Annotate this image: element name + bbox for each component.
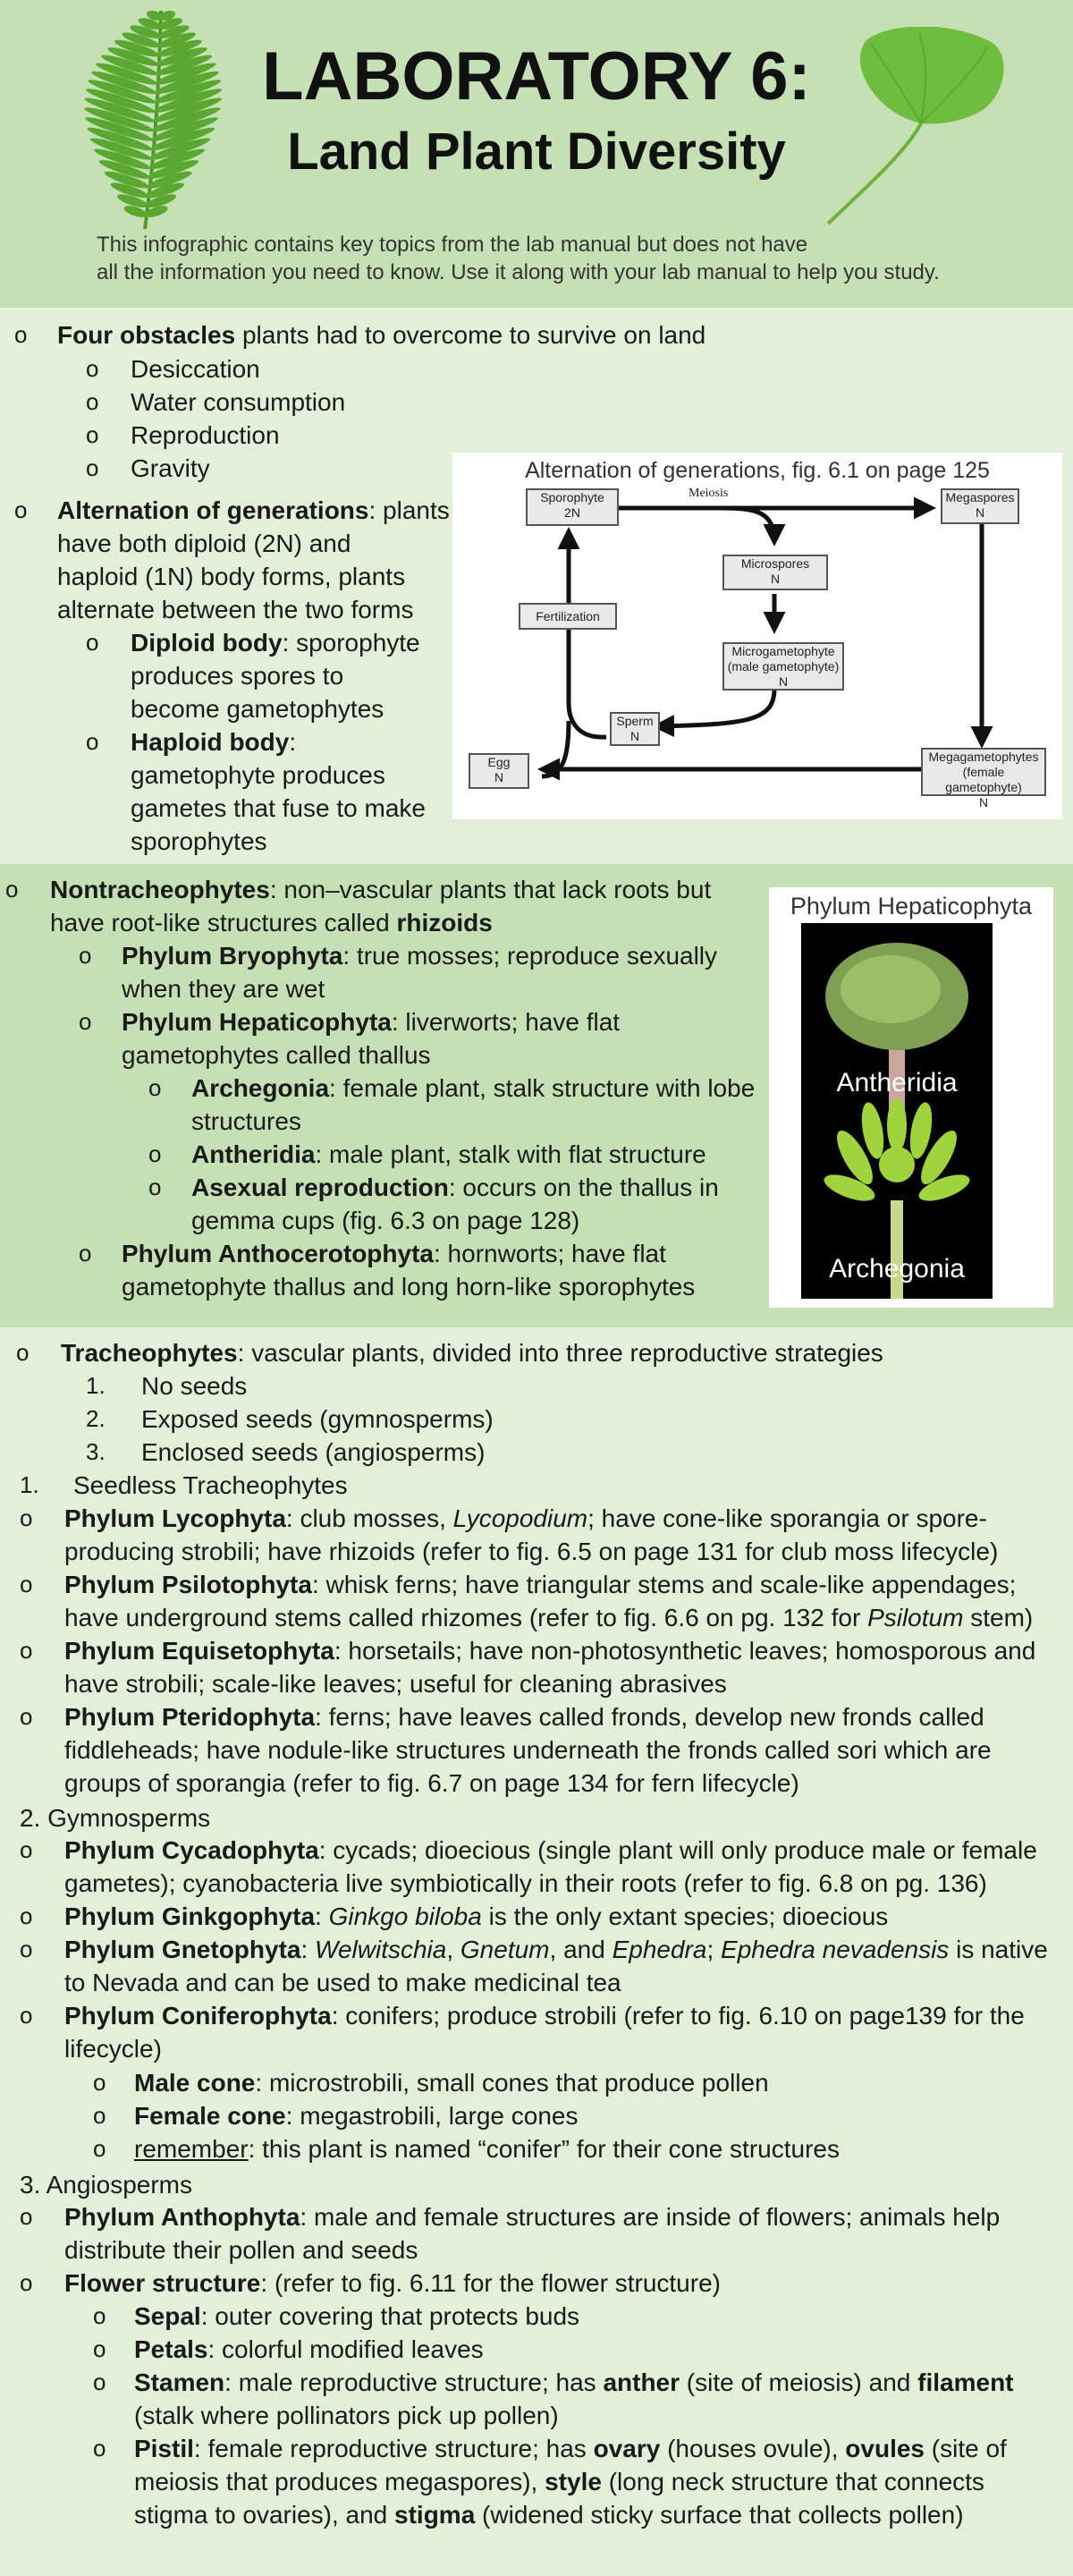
list-bullet: o bbox=[14, 321, 28, 348]
text-line bbox=[134, 2099, 578, 2132]
text-run: : conifers; produce strobili (refer to fig. 6.10 on page139 for the bbox=[331, 2002, 1025, 2029]
page-subtitle: Land Plant Diversity bbox=[287, 123, 786, 181]
text-run: to Nevada and can be used to make medicinal tea bbox=[64, 1969, 621, 1996]
list-bullet: o bbox=[93, 2335, 106, 2362]
node-ploidy: N bbox=[975, 505, 985, 520]
text-run: : ferns; have leaves called fronds, develop new fronds called bbox=[315, 1703, 984, 1731]
text-run: have root-like structures called bbox=[50, 909, 397, 936]
list-bullet: o bbox=[20, 1936, 33, 1962]
list-bullet: o bbox=[79, 942, 92, 969]
list-bullet: o bbox=[93, 2435, 106, 2462]
text-line bbox=[131, 352, 260, 386]
text-line bbox=[122, 1237, 666, 1270]
text-run: ovules bbox=[845, 2435, 925, 2462]
text-line bbox=[134, 2132, 840, 2165]
node-ploidy: N bbox=[494, 770, 504, 784]
intro-line: This infographic contains key topics from the lab manual but does not have bbox=[97, 233, 808, 257]
text-run: filament bbox=[917, 2368, 1014, 2396]
text-run: Phylum Lycophyta bbox=[64, 1504, 286, 1532]
list-bullet: o bbox=[14, 496, 28, 523]
text-run: Asexual reproduction bbox=[191, 1174, 449, 1201]
text-run: Enclosed seeds (angiosperms) bbox=[141, 1438, 486, 1466]
meiosis-label: Meiosis bbox=[689, 487, 729, 500]
text-run: Diploid body bbox=[131, 629, 283, 657]
list-bullet: o bbox=[5, 876, 19, 902]
text-line bbox=[57, 527, 351, 560]
text-run: remember bbox=[134, 2135, 249, 2163]
text-run: Phylum Anthophyta bbox=[64, 2203, 300, 2231]
text-line bbox=[131, 725, 296, 758]
text-line bbox=[61, 1336, 883, 1369]
sperm-node bbox=[610, 712, 660, 746]
text-run: is the only extant species; dioecious bbox=[481, 1902, 889, 1930]
text-line bbox=[191, 1204, 579, 1237]
text-run: structures bbox=[191, 1107, 301, 1135]
text-line bbox=[191, 1138, 706, 1171]
text-line bbox=[20, 2168, 192, 2201]
text-run: rhizoids bbox=[396, 909, 493, 936]
text-run: : male reproductive structure; has bbox=[224, 2368, 604, 2396]
text-run: : non–vascular plants that lack roots but bbox=[269, 876, 712, 903]
text-run: Archegonia bbox=[191, 1074, 330, 1102]
text-run: : male plant, stalk with flat structure bbox=[315, 1140, 706, 1168]
text-line bbox=[64, 1733, 992, 1767]
text-run: Male cone bbox=[134, 2069, 256, 2097]
text-line bbox=[64, 1966, 621, 1999]
list-bullet: 3. bbox=[86, 1438, 106, 1465]
text-run: : sporophyte bbox=[282, 629, 420, 657]
list-bullet: o bbox=[86, 629, 99, 656]
text-run: Stamen bbox=[134, 2368, 225, 2396]
node-label: Megagametophytes bbox=[928, 750, 1039, 764]
text-run: style bbox=[545, 2468, 602, 2496]
megagametophytes-node bbox=[921, 748, 1046, 809]
text-run: : colorful modified leaves bbox=[207, 2335, 484, 2363]
text-run: : whisk ferns; have triangular stems and scale-like appendages; bbox=[311, 1571, 1017, 1598]
text-run: : cycads; dioecious (single plant will only produce male or female bbox=[318, 1836, 1037, 1864]
text-run: , bbox=[446, 1936, 460, 1963]
text-run: gametophyte thallus and long horn-like sporophytes bbox=[122, 1273, 696, 1301]
text-line bbox=[50, 873, 711, 906]
text-run: Phylum Ginkgophyta bbox=[64, 1902, 316, 1930]
text-run: (site of meiosis) and bbox=[680, 2368, 918, 2396]
text-run: Exposed seeds (gymnosperms) bbox=[141, 1405, 494, 1433]
text-run: stem) bbox=[963, 1604, 1034, 1631]
text-run: Ephedra nevadensis bbox=[721, 1936, 950, 1963]
text-run: Petals bbox=[134, 2335, 208, 2363]
text-line bbox=[191, 1072, 755, 1105]
node-label: Egg bbox=[487, 755, 511, 769]
text-run: 2. Gymnosperms bbox=[20, 1804, 211, 1832]
text-run: (long neck structure that connects bbox=[601, 2468, 984, 2496]
header-banner bbox=[0, 0, 1073, 308]
text-run: Gravity bbox=[131, 454, 210, 482]
text-line bbox=[57, 318, 705, 352]
list-bullet: o bbox=[86, 421, 99, 448]
intro-line: all the information you need to know. Use it along with your lab manual to help you study. bbox=[97, 260, 940, 284]
text-run: gemma cups (fig. 6.3 on page 128) bbox=[191, 1207, 580, 1234]
text-line bbox=[64, 1867, 987, 1900]
text-line bbox=[20, 1801, 210, 1835]
text-run: Sepal bbox=[134, 2302, 201, 2330]
text-run: alternate between the two forms bbox=[57, 596, 414, 623]
text-run: gametes); cyanobacteria live symbiotically in their roots (refer to fig. 6.8 on pg. 136) bbox=[64, 1869, 987, 1897]
liverwort-illustration bbox=[801, 923, 993, 1299]
text-run: Nontracheophytes bbox=[50, 876, 270, 903]
text-run: distribute their pollen and seeds bbox=[64, 2236, 418, 2264]
text-run: Phylum Coniferophyta bbox=[64, 2002, 332, 2029]
text-line bbox=[64, 1933, 1048, 1966]
list-bullet: o bbox=[20, 1902, 33, 1929]
text-line bbox=[122, 939, 717, 972]
text-run: , and bbox=[549, 1936, 613, 1963]
text-run: : megastrobili, large cones bbox=[285, 2102, 579, 2130]
list-bullet: o bbox=[86, 728, 99, 755]
text-run: Phylum Bryophyta bbox=[122, 942, 343, 970]
text-run: Pistil bbox=[134, 2435, 194, 2462]
list-bullet: o bbox=[86, 388, 99, 415]
text-run: meiosis that produces megaspores), bbox=[134, 2468, 545, 2496]
text-run: ovary bbox=[593, 2435, 661, 2462]
list-bullet: 1. bbox=[20, 1471, 39, 1498]
text-run: gametophytes called thallus bbox=[122, 1041, 431, 1069]
text-line bbox=[191, 1171, 719, 1204]
text-line bbox=[134, 2432, 1007, 2465]
text-run: Lycopodium bbox=[452, 1504, 588, 1532]
text-run: anther bbox=[603, 2368, 680, 2396]
text-line bbox=[64, 1634, 1035, 1667]
text-run: : liverworts; have flat bbox=[391, 1008, 621, 1036]
text-line bbox=[64, 2032, 162, 2065]
text-line bbox=[134, 2300, 579, 2333]
liverwort-photo bbox=[801, 923, 993, 1299]
egg-node bbox=[469, 753, 529, 789]
text-line bbox=[64, 2200, 1000, 2233]
text-line bbox=[122, 1270, 695, 1303]
text-run: : plants bbox=[368, 496, 450, 524]
text-run: No seeds bbox=[141, 1372, 248, 1400]
text-line bbox=[131, 419, 280, 452]
text-run: ; have cone-like sporangia or spore- bbox=[587, 1504, 987, 1532]
microgametophyte-node bbox=[722, 642, 844, 691]
section-tracheophytes bbox=[0, 1327, 1073, 2576]
text-run: : bbox=[300, 1936, 316, 1963]
text-run: (houses ovule), bbox=[660, 2435, 846, 2462]
node-label: Megaspores bbox=[945, 490, 1015, 504]
text-line bbox=[131, 758, 385, 792]
text-run: stigma bbox=[394, 2501, 476, 2529]
text-line bbox=[131, 825, 267, 858]
list-bullet: o bbox=[93, 2302, 106, 2329]
text-line bbox=[131, 386, 345, 419]
text-line bbox=[131, 792, 426, 825]
text-line bbox=[134, 2465, 984, 2498]
figure-title: Alternation of generations, fig. 6.1 on page 125 bbox=[525, 458, 990, 483]
text-run: (site of bbox=[925, 2435, 1007, 2462]
node-label: Sporophyte bbox=[540, 490, 604, 504]
text-line bbox=[141, 1369, 247, 1402]
text-run: (widened sticky surface that collects pollen) bbox=[475, 2501, 964, 2529]
list-bullet: o bbox=[93, 2368, 106, 2395]
text-run: : outer covering that protects buds bbox=[200, 2302, 580, 2330]
text-line bbox=[64, 1900, 888, 1933]
text-run: : occurs on the thallus in bbox=[448, 1174, 719, 1201]
text-run: producing strobili; have rhizoids (refer to fig. 6.5 on page 131 for club moss lifecycle) bbox=[64, 1538, 999, 1565]
text-run: Phylum Pteridophyta bbox=[64, 1703, 316, 1731]
list-bullet: o bbox=[86, 454, 99, 481]
text-line bbox=[122, 1005, 620, 1038]
text-run: : bbox=[289, 728, 297, 756]
node-ploidy: 2N bbox=[564, 505, 580, 520]
text-line bbox=[64, 2233, 418, 2267]
text-run: ; bbox=[706, 1936, 722, 1963]
text-line bbox=[73, 1469, 348, 1502]
text-run: Phylum Gnetophyta bbox=[64, 1936, 301, 1963]
node-label: Microgametophyte bbox=[731, 644, 835, 658]
text-line bbox=[134, 2066, 769, 2099]
text-line bbox=[64, 1502, 987, 1535]
text-line bbox=[131, 659, 343, 692]
text-run: : hornworts; have flat bbox=[433, 1240, 666, 1267]
text-line bbox=[141, 1402, 494, 1436]
text-run: Antheridia bbox=[191, 1140, 316, 1168]
text-run: when they are wet bbox=[122, 975, 325, 1003]
list-bullet: o bbox=[20, 2203, 33, 2230]
text-run: have both diploid (2N) and bbox=[57, 530, 351, 557]
text-run: Phylum Anthocerotophyta bbox=[122, 1240, 434, 1267]
text-line bbox=[131, 692, 384, 725]
text-run: 3. Angiosperms bbox=[20, 2171, 192, 2199]
text-line bbox=[134, 2399, 559, 2432]
text-run: Welwitschia bbox=[315, 1936, 447, 1963]
text-line bbox=[64, 2267, 721, 2300]
sporophyte-node bbox=[526, 488, 619, 526]
text-run: Phylum Psilotophyta bbox=[64, 1571, 312, 1598]
text-run: groups of sporangia (refer to fig. 6.7 on page 134 for fern lifecycle) bbox=[64, 1769, 799, 1797]
alternation-figure bbox=[452, 453, 1062, 819]
archegonia-label: Archegonia bbox=[829, 1254, 965, 1284]
text-run: produces spores to bbox=[131, 662, 344, 690]
text-line bbox=[122, 972, 325, 1005]
section-nontracheophytes bbox=[0, 864, 1073, 1327]
text-run: : this plant is named “conifer” for their cone structures bbox=[248, 2135, 840, 2163]
text-run: gametes that fuse to make bbox=[131, 794, 426, 822]
text-run: : club mosses, bbox=[285, 1504, 453, 1532]
section-obstacles-alternation bbox=[0, 308, 1073, 864]
text-run: plants had to overcome to survive on land bbox=[235, 321, 706, 349]
text-run: is native bbox=[949, 1936, 1048, 1963]
text-run: : female reproductive structure; has bbox=[193, 2435, 594, 2462]
list-bullet: o bbox=[20, 1836, 33, 1863]
list-bullet: o bbox=[79, 1008, 92, 1035]
list-bullet: o bbox=[93, 2135, 106, 2162]
text-run: Desiccation bbox=[131, 355, 260, 383]
list-bullet: o bbox=[20, 2269, 33, 2296]
node-label: Fertilization bbox=[536, 609, 600, 623]
node-sublabel: (male gametophyte) bbox=[727, 659, 840, 674]
text-run: : vascular plants, divided into three reproductive strategies bbox=[237, 1339, 883, 1367]
text-run: Alternation of generations bbox=[57, 496, 369, 524]
fertilization-node bbox=[519, 603, 617, 630]
node-ploidy: N bbox=[770, 572, 781, 586]
text-line bbox=[57, 593, 413, 626]
text-run: have underground stems called rhizomes (refer to fig. 6.6 on pg. 132 for bbox=[64, 1604, 868, 1631]
text-line bbox=[64, 1535, 998, 1568]
text-line bbox=[141, 1436, 485, 1469]
list-bullet: o bbox=[20, 1571, 33, 1597]
text-run: sporophytes bbox=[131, 827, 267, 855]
microspores-node bbox=[722, 555, 828, 590]
text-run: Flower structure bbox=[64, 2269, 261, 2297]
text-run: : true mosses; reproduce sexually bbox=[342, 942, 718, 970]
list-bullet: o bbox=[148, 1174, 162, 1200]
text-run: Water consumption bbox=[131, 388, 346, 416]
list-bullet: o bbox=[16, 1339, 30, 1366]
text-run: Phylum Cycadophyta bbox=[64, 1836, 319, 1864]
text-line bbox=[134, 2366, 1014, 2399]
text-run: Phylum Hepaticophyta bbox=[122, 1008, 392, 1036]
text-run: : microstrobili, small cones that produce pollen bbox=[255, 2069, 769, 2097]
page-title: LABORATORY 6: bbox=[262, 38, 811, 114]
node-label: Microspores bbox=[740, 556, 810, 571]
list-bullet: o bbox=[20, 1703, 33, 1730]
text-line bbox=[191, 1105, 301, 1138]
text-run: Haploid body bbox=[131, 728, 290, 756]
text-line bbox=[134, 2498, 964, 2531]
text-run: fiddleheads; have nodule-like structures underneath the fronds called sori which are bbox=[64, 1736, 992, 1764]
node-ploidy: N bbox=[978, 795, 989, 809]
node-sublabel: (female gametophyte) bbox=[945, 765, 1022, 794]
text-line bbox=[64, 1767, 799, 1800]
list-bullet: o bbox=[20, 1637, 33, 1664]
megaspores-node bbox=[941, 488, 1019, 524]
text-line bbox=[64, 1568, 1016, 1601]
text-line bbox=[64, 1667, 727, 1700]
text-run: : male and female structures are inside of flowers; animals help bbox=[300, 2203, 1001, 2231]
text-line bbox=[134, 2333, 484, 2366]
text-run: stigma to ovaries), and bbox=[134, 2501, 395, 2529]
text-line bbox=[50, 906, 493, 939]
text-run: : female plant, stalk structure with lobe bbox=[329, 1074, 756, 1102]
text-run: Ephedra bbox=[612, 1936, 707, 1963]
node-ploidy: N bbox=[629, 729, 640, 743]
text-line bbox=[64, 1601, 1033, 1634]
list-bullet: o bbox=[79, 1240, 92, 1267]
text-run: Female cone bbox=[134, 2102, 286, 2130]
node-ploidy: N bbox=[778, 674, 789, 689]
list-bullet: 1. bbox=[86, 1372, 106, 1399]
text-run: Ginkgo biloba bbox=[328, 1902, 482, 1930]
text-line bbox=[131, 452, 210, 485]
list-bullet: o bbox=[93, 2069, 106, 2096]
text-run: Reproduction bbox=[131, 421, 280, 449]
node-label: Sperm bbox=[616, 714, 654, 728]
list-bullet: 2. bbox=[86, 1405, 106, 1432]
intro-text bbox=[97, 231, 991, 286]
text-line bbox=[64, 1700, 984, 1733]
text-run: Four obstacles bbox=[57, 321, 236, 349]
text-run: haploid (1N) body forms, plants bbox=[57, 563, 406, 590]
text-run: Gnetum bbox=[460, 1936, 550, 1963]
text-line bbox=[57, 494, 450, 527]
text-run: : bbox=[315, 1902, 329, 1930]
list-bullet: o bbox=[20, 2002, 33, 2029]
text-run: gametophyte produces bbox=[131, 761, 385, 789]
text-line bbox=[64, 1834, 1037, 1867]
text-run: Psilotum bbox=[867, 1604, 964, 1631]
list-bullet: o bbox=[148, 1074, 162, 1101]
text-line bbox=[122, 1038, 431, 1072]
text-run: Phylum Equisetophyta bbox=[64, 1637, 334, 1665]
text-run: lifecycle) bbox=[64, 2035, 162, 2063]
text-run: : (refer to fig. 6.11 for the flower structure) bbox=[260, 2269, 721, 2297]
antheridia-label: Antheridia bbox=[836, 1068, 958, 1097]
list-bullet: o bbox=[93, 2102, 106, 2129]
list-bullet: o bbox=[20, 1504, 33, 1531]
text-line bbox=[131, 626, 420, 659]
text-run: (stalk where pollinators pick up pollen) bbox=[134, 2402, 559, 2429]
text-run: : horsetails; have non-photosynthetic leaves; homosporous and bbox=[334, 1637, 1036, 1665]
list-bullet: o bbox=[86, 355, 99, 382]
text-run: Seedless Tracheophytes bbox=[73, 1471, 348, 1499]
text-line bbox=[64, 1999, 1025, 2032]
list-bullet: o bbox=[148, 1140, 162, 1167]
text-run: have strobili; scale-like leaves; useful for cleaning abrasives bbox=[64, 1670, 727, 1698]
text-run: Tracheophytes bbox=[61, 1339, 238, 1367]
ginkgo-leaf-image bbox=[821, 27, 1018, 228]
figure-title: Phylum Hepaticophyta bbox=[790, 893, 1033, 919]
text-run: become gametophytes bbox=[131, 695, 384, 723]
text-line bbox=[57, 560, 405, 593]
